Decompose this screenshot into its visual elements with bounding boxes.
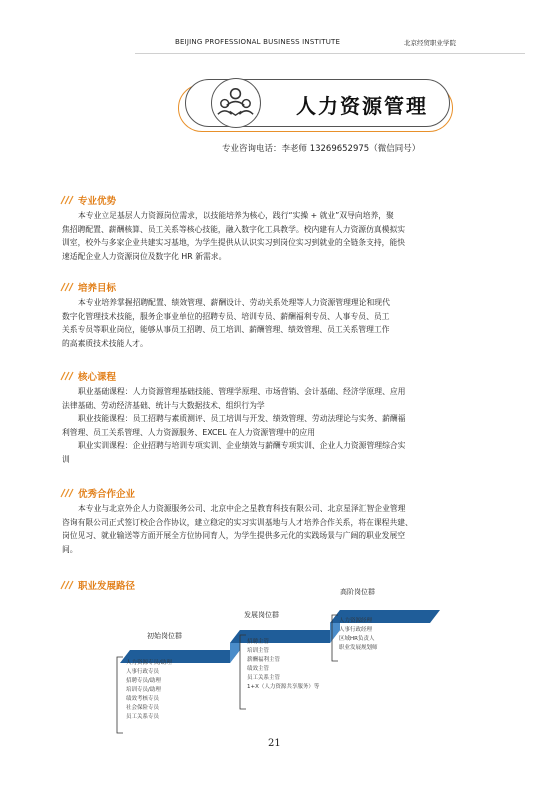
page-title: 人力资源管理 (296, 94, 428, 118)
course-line: 训 (62, 454, 70, 464)
people-group-icon (211, 78, 261, 128)
school-name-en: BEIJING PROFESSIONAL BUSINESS INSTITUTE (175, 38, 341, 46)
list-initial (126, 659, 172, 722)
partner-line: 岗位见习、就业输送等方面开展全方位协同育人，为学生提供多元化的实践场景与广阔的职业发展空 (62, 531, 406, 540)
list-item: 区域HR负责人 (339, 636, 375, 642)
list-item: 1+X（人力资源共享服务）等 (247, 684, 320, 690)
section-heading-goal: 培养目标 (78, 283, 117, 294)
section-marker-icon (60, 371, 74, 381)
course-line: 法律基础、劳动经济基础、统计与大数据技术、组织行为学 (62, 400, 265, 410)
bracket-initial (115, 655, 125, 735)
advantage-line: 焦招聘配置、薪酬核算、员工关系等核心技能，融入数字化工具教学。校内建有人力资源仿真模拟实 (62, 224, 406, 234)
course-line: 职业技能课程：员工招聘与素质测评、员工培训与开发、绩效管理、劳动法理论与实务、薪酬福 (78, 414, 406, 423)
list-item: 人力资源专员/助理 (126, 660, 172, 666)
section-marker-icon (60, 282, 74, 292)
section-marker-icon (60, 195, 74, 205)
list-item: 人事行政经理 (339, 627, 373, 633)
list-item: 人力资源经理 (339, 618, 373, 624)
section-marker-icon (60, 580, 74, 590)
list-item: 社会保险专员 (126, 705, 160, 711)
list-item: 人事行政专员 (126, 669, 160, 675)
partner-line: 间。 (62, 544, 78, 554)
list-item: 绩效主管 (247, 666, 270, 672)
page-number: 21 (268, 738, 281, 749)
partner-line: 咨询有限公司正式签订校企合作协议，建立稳定的实习实训基地与人才培养合作关系，将在课程共建、 (62, 517, 413, 527)
list-development (247, 638, 337, 692)
level-title-development: 发展岗位群 (244, 611, 279, 619)
goal-line: 数字化管理技术技能，服务企事业单位的招聘专员、培训专员、薪酬福利专员、人事专员、员工 (62, 311, 390, 321)
goal-line: 本专业培养掌握招聘配置、绩效管理、薪酬设计、劳动关系处理等人力资源管理理论和现代 (78, 298, 390, 307)
list-item: 招聘专员/助理 (126, 678, 161, 684)
level-title-initial: 初始岗位群 (147, 632, 182, 640)
list-item: 招聘主管 (247, 639, 270, 645)
level-title-senior: 高阶岗位群 (340, 588, 375, 596)
list-item: 员工关系主管 (247, 675, 281, 681)
section-heading-career: 职业发展路径 (78, 581, 136, 592)
goal-line: 关系专员等职业岗位，能够从事员工招聘、员工培训、薪酬管理、绩效管理、员工关系管理工作 (62, 325, 390, 334)
section-heading-partners: 优秀合作企业 (78, 489, 136, 500)
section-heading-courses: 核心课程 (78, 372, 117, 383)
list-senior (339, 617, 378, 653)
course-line: 利管理、员工关系管理、人力资源服务、EXCEL 在人力资源管理中的应用 (62, 427, 315, 437)
course-line: 职业基础课程：人力资源管理基础技能、管理学原理、市场营销、会计基础、经济学原理、应用 (78, 387, 406, 396)
advantage-line: 本专业立足基层人力资源岗位需求，以技能培养为核心，践行“实操 + 就业”双导向培养，聚 (78, 211, 394, 220)
advantage-line: 速适配企业人力资源岗位及数字化 HR 新需求。 (62, 251, 227, 261)
list-item: 培训主管 (247, 648, 270, 654)
section-marker-icon (60, 488, 74, 498)
list-item: 绩效考核专员 (126, 696, 160, 702)
section-heading-advantage: 专业优势 (78, 196, 117, 207)
course-line: 职业实训课程：企业招聘与培训专项实训、企业绩效与薪酬专项实训、企业人力资源管理综合实 (78, 441, 406, 450)
header-divider (135, 53, 525, 54)
school-name-cn: 北京经贸职业学院 (404, 39, 456, 47)
contact-line: 专业咨询电话：李老师 13269652975（微信同号） (222, 144, 421, 154)
list-item: 员工关系专员 (126, 714, 160, 720)
list-item: 培训专员/助理 (126, 687, 161, 693)
list-item: 职业发展规划师 (339, 645, 378, 651)
list-item: 薪酬福利主管 (247, 657, 281, 663)
partner-line: 本专业与北京外企人力资源服务公司、北京中企之星教育科技有限公司、北京星泽汇智企业管理 (78, 504, 406, 513)
advantage-line: 训室，校外与多家企业共建实习基地，为学生提供从认识实习到岗位实习到就业的全链条支持，能快 (62, 238, 406, 247)
goal-line: 的高素质技术技能人才。 (62, 338, 148, 348)
